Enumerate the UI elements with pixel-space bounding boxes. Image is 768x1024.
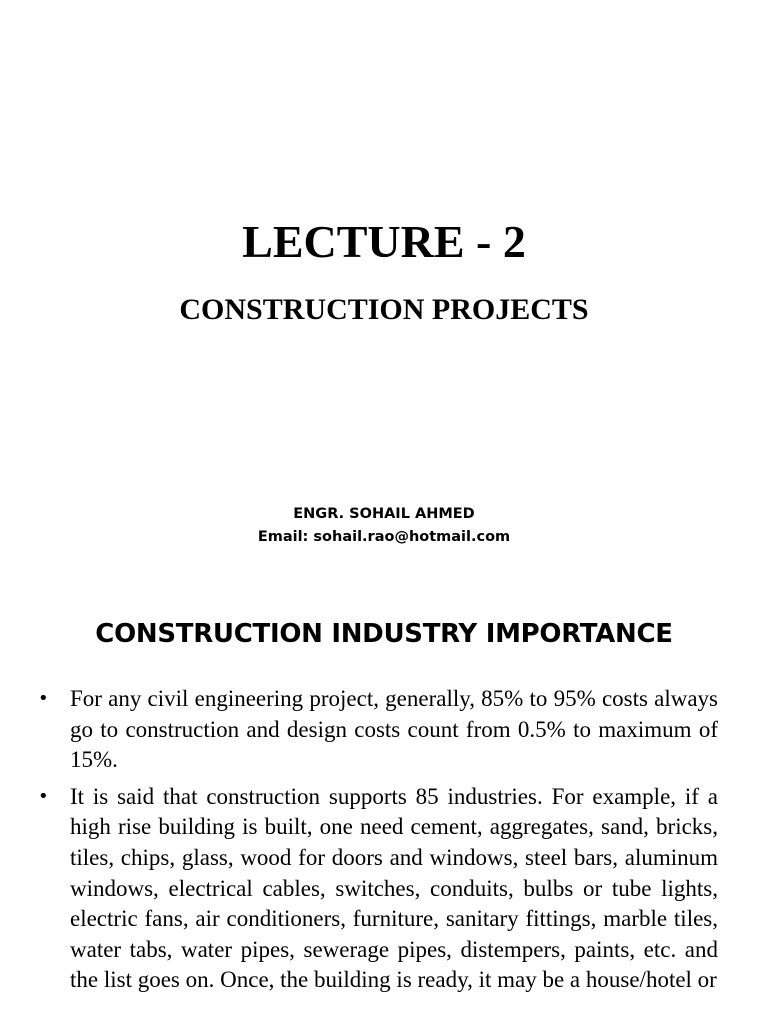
bullet-text: It is said that construction supports 85 industries. For example, if a high rise building is built, one need cement, aggregates, sand, bricks, tiles, chips, glass, wood for doors and windows, steel bars, aluminum windows, electrical cables, switches, conduits, bulbs or tube lights, electric fans, air conditioners, furniture, sanitary fittings, marble tiles, water tabs, water pipes, sewerage pipes, distempers, paints, etc. and the list goes on. Once, the building is ready, it may be a house/hotel or — [70, 783, 718, 993]
lecture-title: LECTURE - 2 — [242, 216, 526, 267]
bullet-list — [38, 684, 718, 1002]
bullet-icon: • — [38, 785, 49, 807]
bullet-icon: • — [38, 688, 49, 709]
lecture-subtitle: CONSTRUCTION PROJECTS — [179, 293, 589, 326]
list-item — [38, 782, 718, 996]
list-item — [38, 684, 718, 776]
author-name: ENGR. SOHAIL AHMED — [293, 506, 475, 522]
author-email: Email: sohail.rao@hotmail.com — [257, 529, 511, 545]
bullet-text: For any civil engineering project, generally, 85% to 95% costs always go to construction and design costs count from 0.5% to maximum of 15%. — [70, 686, 718, 773]
section-heading: CONSTRUCTION INDUSTRY IMPORTANCE — [95, 619, 673, 649]
